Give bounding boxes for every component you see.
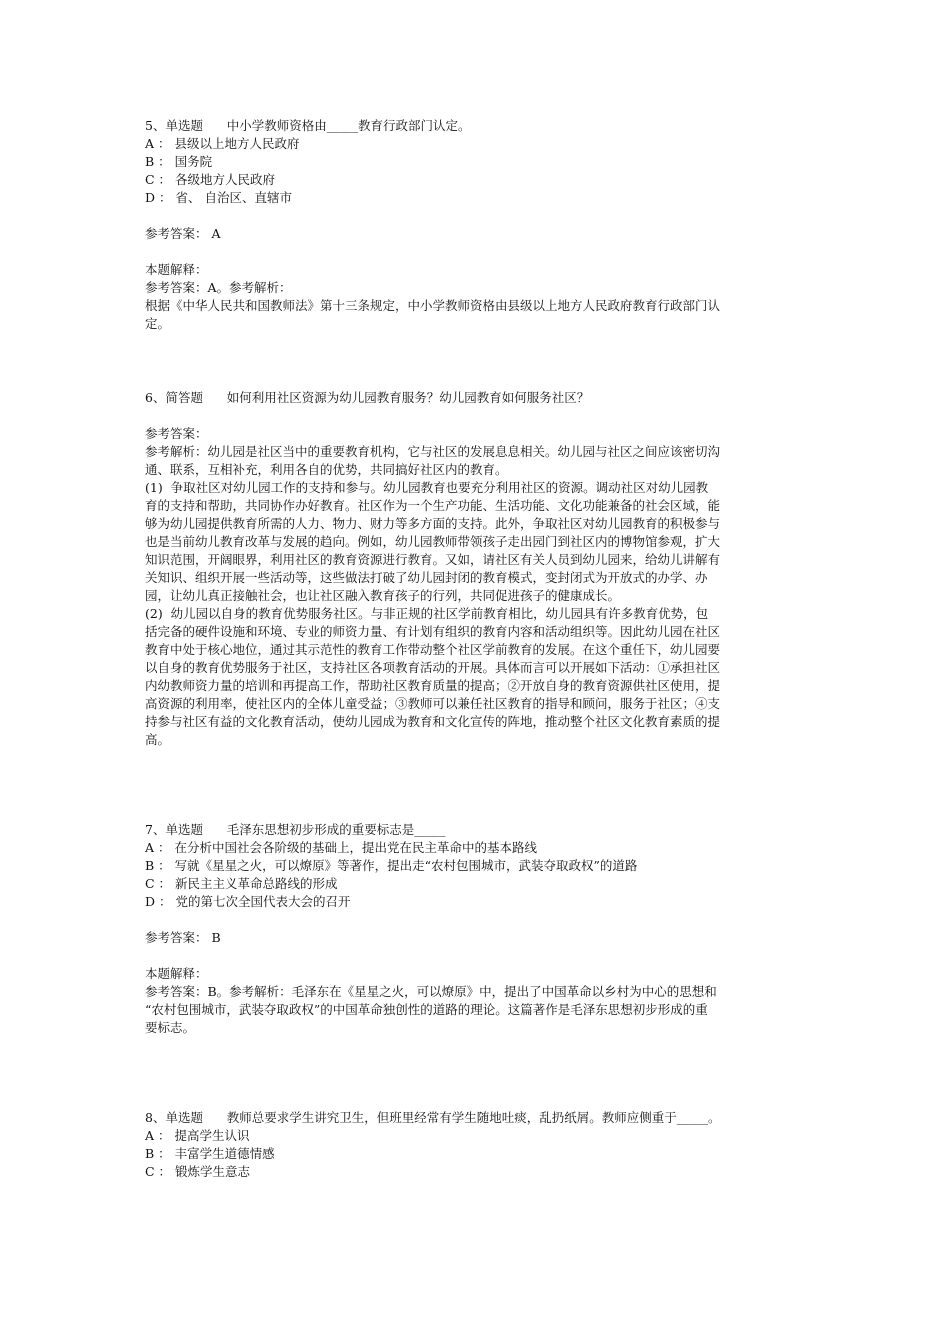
question-header: 5、单选题 中小学教师资格由_____教育行政部门认定。 <box>145 118 471 133</box>
option-d: D ： 党的第七次全国代表大会的召开 <box>145 894 351 909</box>
answer-line: 教育中处于核心地位，通过其示范性的教育工作带动整个社区学前教育的发展。在这个重任下，幼儿园要 <box>145 642 721 657</box>
answer-line: 参考解析：幼儿园是社区当中的重要教育机构，它与社区的发展息息相关。幼儿园与社区之间应该密切沟 <box>145 444 721 459</box>
question-header: 6、简答题 如何利用社区资源为幼儿园教育服务？幼儿园教育如何服务社区？ <box>145 390 590 405</box>
question-8 <box>145 1109 810 1181</box>
option-b: B ： 国务院 <box>145 154 213 169</box>
option-c: C ： 新民主主义革命总路线的形成 <box>145 876 338 891</box>
answer-line: 高资源的利用率，使社区内的全体儿童受益；③教师可以兼任社区教育的指导和顾问，服务于社区；④支 <box>145 696 721 711</box>
answer: 参考答案： <box>145 426 208 441</box>
answer-line: 够为幼儿园提供教育所需的人力、物力、财力等多方面的支持。此外，争取社区对幼儿园教育的积极参与 <box>145 516 721 531</box>
option-b: B ： 丰富学生道德情感 <box>145 1146 275 1161</box>
answer-line: 内幼教师资力量的培训和再提高工作，帮助社区教育质量的提高；②开放自身的教育资源供社区使用，提 <box>145 678 721 693</box>
question-6 <box>145 389 810 749</box>
answer-line: 持参与社区有益的文化教育活动，使幼儿园成为教育和文化宣传的阵地，推动整个社区文化教育素质的提 <box>145 714 721 729</box>
explanation-line: 定。 <box>145 316 171 331</box>
explanation-line: 参考答案：B。参考解析：毛泽东在《星星之火，可以燎原》中，提出了中国革命以乡村为中心的思想和 <box>145 984 717 999</box>
answer: 参考答案： A <box>145 226 221 241</box>
explanation-line: 参考答案：A。参考解析： <box>145 280 292 295</box>
option-b: B ： 写就《星星之火，可以燎原》等著作，提出走“农村包围城市，武装夺取政权”的道路 <box>145 858 638 873</box>
option-c: C ： 锻炼学生意志 <box>145 1164 251 1179</box>
question-list <box>145 117 810 1181</box>
answer-line: 以自身的教育优势服务于社区，支持社区各项教育活动的开展。具体而言可以开展如下活动：①承担社区 <box>145 660 721 675</box>
explanation-line: 根据《中华人民共和国教师法》第十三条规定，中小学教师资格由县级以上地方人民政府教育行政部门认 <box>145 298 721 313</box>
explanation-title: 本题解释： <box>145 262 208 277</box>
question-7 <box>145 821 810 1037</box>
answer-line: 通、联系，互相补充，利用各自的优势，共同搞好社区内的教育。 <box>145 462 508 477</box>
explanation-line: 要标志。 <box>145 1020 196 1035</box>
answer-line: 育的支持和帮助，共同协作办好教育。社区作为一个生产功能、生活功能、文化功能兼备的社会区域，能 <box>145 498 721 513</box>
question-header: 7、单选题 毛泽东思想初步形成的重要标志是_____ <box>145 822 446 837</box>
answer-line: 园，让幼儿真正接触社会，也让社区融入教育孩子的行列，共同促进孩子的健康成长。 <box>145 588 621 603</box>
option-a: A ： 县级以上地方人民政府 <box>145 136 300 151</box>
answer-line: (2) 幼儿园以自身的教育优势服务社区。与非正规的社区学前教育相比，幼儿园具有许多教育优势，包 <box>145 606 709 621</box>
answer: 参考答案： B <box>145 930 221 945</box>
question-header: 8、单选题 教师总要求学生讲究卫生，但班里经常有学生随地吐痰，乱扔纸屑。教师应侧重于_____。 <box>145 1110 721 1125</box>
option-c: C ： 各级地方人民政府 <box>145 172 276 187</box>
answer-line: 高。 <box>145 732 171 747</box>
option-a: A ： 在分析中国社会各阶级的基础上，提出党在民主革命中的基本路线 <box>145 840 537 855</box>
option-d: D ： 省、 自治区、直辖市 <box>145 190 292 205</box>
answer-line: 也是当前幼儿教育改革与发展的趋向。例如，幼儿园教师带领孩子走出园门到社区内的博物馆参观，扩大 <box>145 534 721 549</box>
explanation-title: 本题解释： <box>145 966 208 981</box>
option-a: A ： 提高学生认识 <box>145 1128 250 1143</box>
answer-line: (1) 争取社区对幼儿园工作的支持和参与。幼儿园教育也要充分利用社区的资源。调动社区对幼儿园教 <box>145 480 709 495</box>
answer-line: 关知识、组织开展一些活动等，这些做法打破了幼儿园封闭的教育模式，变封闭式为开放式的办学、办 <box>145 570 708 585</box>
answer-line: 知识范围，开阔眼界，利用社区的教育资源进行教育。又如，请社区有关人员到幼儿园来，给幼儿讲解有 <box>145 552 721 567</box>
explanation-line: “农村包围城市，武装夺取政权”的中国革命独创性的道路的理论。这篇著作是毛泽东思想初步形成的重 <box>145 1002 708 1017</box>
question-5 <box>145 117 810 333</box>
answer-line: 括完备的硬件设施和环境、专业的师资力量、有计划有组织的教育内容和活动组织等。因此幼儿园在社区 <box>145 624 721 639</box>
